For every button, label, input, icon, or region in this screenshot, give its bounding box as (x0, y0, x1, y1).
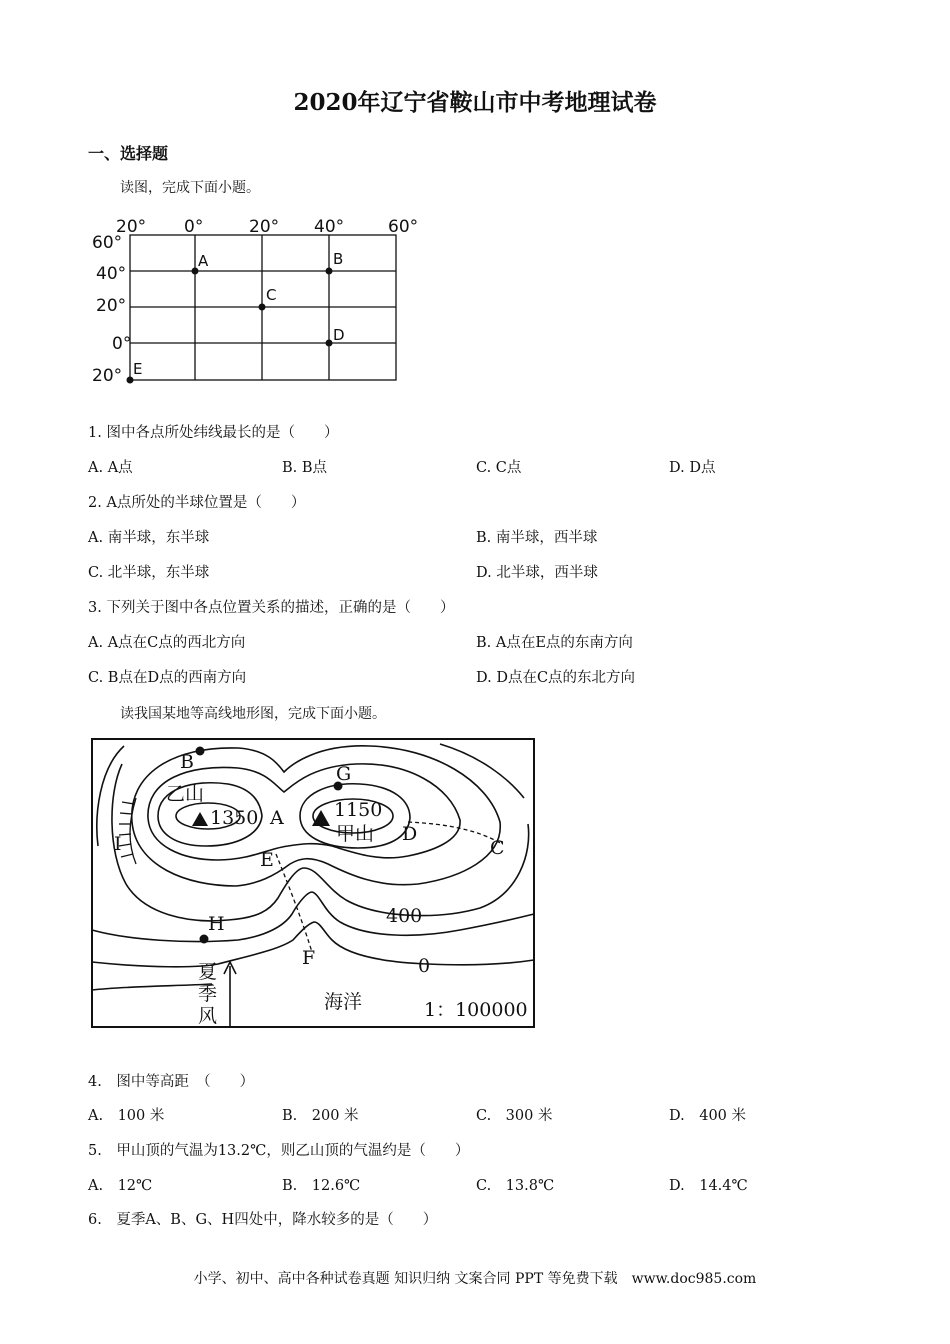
intro-text-2: 读我国某地等高线地形图，完成下面小题。 (120, 706, 386, 722)
lat-label: 60° (92, 233, 123, 253)
lon-label: 0° (184, 217, 204, 237)
label-yishan: 乙山 (166, 783, 205, 805)
label-monsoon-2: 季 (198, 983, 218, 1005)
q1-option-d: D. D点 (669, 460, 716, 476)
page-footer: 小学、初中、高中各种试卷真题 知识归纳 文案合同 PPT 等免费下载 www.doc985.com (193, 1271, 757, 1287)
label-e: E (260, 849, 274, 871)
lat-label: 40° (96, 264, 127, 284)
q2-option-d: D. 北半球，西半球 (476, 565, 598, 581)
label-a: A (270, 807, 284, 829)
q4-option-c: C. 300 米 (476, 1108, 553, 1124)
lon-label: 60° (388, 217, 419, 237)
q4-option-d: D. 400 米 (669, 1108, 747, 1124)
label-monsoon-1: 夏 (198, 961, 218, 983)
q1-option-c: C. C点 (476, 460, 522, 476)
label-contour-0: 0 (418, 955, 431, 977)
point-b-marker (196, 747, 205, 756)
point-h-marker (200, 935, 209, 944)
q5-option-c: C. 13.8℃ (476, 1178, 555, 1194)
label-jiashan: 甲山 (336, 823, 375, 845)
question-6: 6. 夏季A、B、G、H四处中，降水较多的是（ ） (88, 1212, 438, 1228)
lon-label: 40° (314, 217, 345, 237)
label-h: H (208, 913, 225, 935)
label-b: B (180, 751, 194, 773)
label-d: D (402, 823, 418, 845)
q3-option-c: C. B点在D点的西南方向 (88, 670, 247, 686)
q1-option-b: B. B点 (282, 460, 328, 476)
label-g: G (336, 763, 352, 785)
point-b-marker (326, 268, 333, 275)
question-3: 3. 下列关于图中各点位置关系的描述，正确的是（ ） (88, 600, 455, 616)
lat-label: 20° (96, 296, 127, 316)
label-ocean: 海洋 (324, 991, 363, 1013)
q3-option-b: B. A点在E点的东南方向 (476, 635, 633, 651)
point-d-marker (326, 340, 333, 347)
q3-option-d: D. D点在C点的东北方向 (476, 670, 636, 686)
lat-lon-grid-map (86, 212, 426, 390)
q3-option-a: A. A点在C点的西北方向 (88, 635, 246, 651)
label-i: I (114, 833, 122, 855)
lon-label: 20° (249, 217, 280, 237)
point-d-label: D (333, 326, 345, 344)
q5-option-a: A. 12℃ (88, 1178, 153, 1194)
question-5: 5. 甲山顶的气温为13.2℃，则乙山顶的气温约是（ ） (88, 1143, 470, 1159)
point-b-label: B (333, 250, 344, 268)
label-scale: 1：100000 (424, 999, 528, 1021)
point-c-label: C (266, 286, 277, 304)
lat-label: 20° (92, 366, 123, 386)
q5-option-b: B. 12.6℃ (282, 1178, 361, 1194)
label-f: F (302, 947, 316, 969)
contour-map (88, 734, 540, 1032)
point-c-marker (259, 304, 266, 311)
lat-label: 0° (112, 334, 132, 354)
intro-text-1: 读图，完成下面小题。 (120, 180, 260, 196)
q2-option-a: A. 南半球，东半球 (88, 530, 210, 546)
question-1: 1. 图中各点所处纬线最长的是（ ） (88, 425, 339, 441)
question-2: 2. A点所处的半球位置是（ ） (88, 495, 306, 511)
point-e-label: E (133, 360, 143, 378)
q2-option-b: B. 南半球，西半球 (476, 530, 598, 546)
label-contour-400: 400 (386, 905, 423, 927)
map-frame (92, 739, 534, 1027)
section-heading: 一、选择题 (88, 144, 169, 163)
question-4: 4. 图中等高距 （ ） (88, 1074, 255, 1090)
q4-option-a: A. 100 米 (88, 1108, 165, 1124)
q4-option-b: B. 200 米 (282, 1108, 359, 1124)
label-elev-1350: 1350 (210, 807, 259, 829)
q5-option-d: D. 14.4℃ (669, 1178, 748, 1194)
lon-label: 20° (116, 217, 147, 237)
q1-option-a: A. A点 (88, 460, 133, 476)
label-c: C (490, 837, 505, 859)
label-elev-1150: 1150 (334, 799, 383, 821)
page-title: 2020年辽宁省鞍山市中考地理试卷 (293, 89, 657, 116)
q2-option-c: C. 北半球，东半球 (88, 565, 210, 581)
point-a-label: A (198, 252, 209, 270)
label-monsoon-3: 风 (198, 1005, 218, 1027)
